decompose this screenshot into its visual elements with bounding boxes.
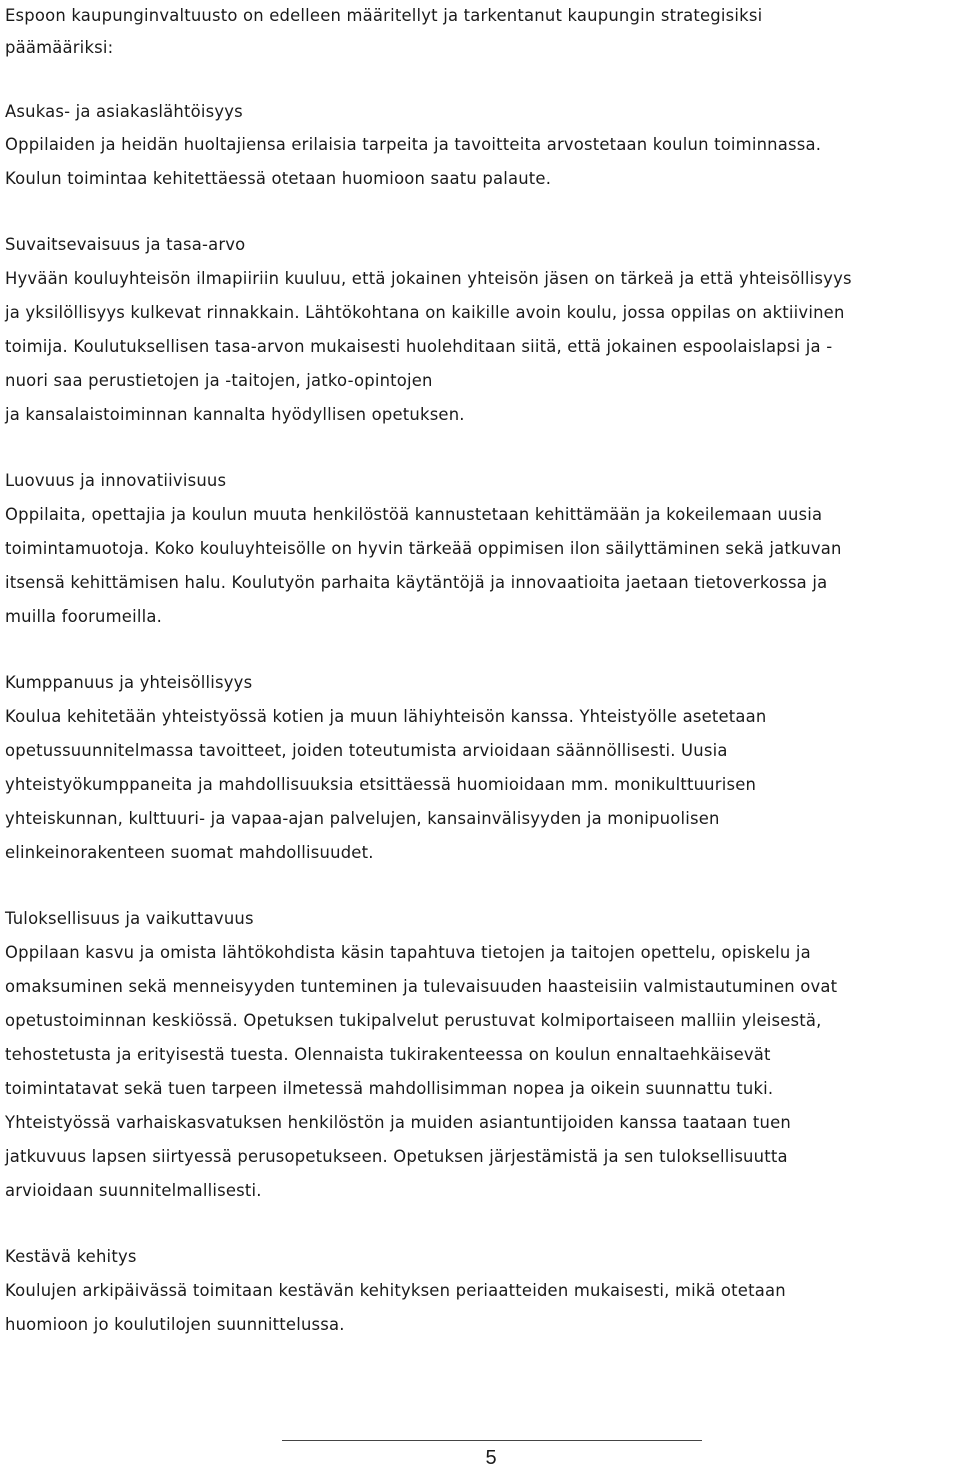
paragraph-line: yhteistyökumppaneita ja mahdollisuuksia etsittäessä huomioidaan mm. monikulttuurisen [5, 775, 757, 794]
paragraph-line: muilla foorumeilla. [5, 607, 162, 626]
paragraph-line: Yhteistyössä varhaiskasvatuksen henkilöstön ja muiden asiantuntijoiden kanssa taataan tuen [5, 1113, 792, 1132]
paragraph-line: toimija. Koulutuksellisen tasa-arvon mukaisesti huolehditaan siitä, että jokainen espoolaislapsi ja - [5, 337, 833, 356]
paragraph-line: Oppilaan kasvu ja omista lähtökohdista käsin tapahtuva tietojen ja taitojen opettelu, opiskelu ja [5, 943, 811, 962]
paragraph-line: toimintamuotoja. Koko kouluyhteisölle on hyvin tärkeää oppimisen ilon säilyttäminen sekä jatkuvan [5, 539, 842, 558]
section-kestava [5, 1240, 957, 1342]
paragraph-line: ja yksilöllisyys kulkevat rinnakkain. Lähtökohtana on kaikille avoin koulu, jossa oppilas on aktiivinen [5, 303, 845, 322]
intro-line: päämääriksi: [5, 38, 114, 57]
section-heading: Suvaitsevaisuus ja tasa-arvo [5, 235, 246, 254]
paragraph-line: Koulua kehitetään yhteistyössä kotien ja muun lähiyhteisön kanssa. Yhteistyölle asetetaan [5, 707, 767, 726]
paragraph-line: toimintatavat sekä tuen tarpeen ilmetessä mahdollisimman nopea ja oikein suunnattu tuki. [5, 1079, 774, 1098]
paragraph-line: Koulujen arkipäivässä toimitaan kestävän kehityksen periaatteiden mukaisesti, mikä otetaan [5, 1281, 786, 1300]
paragraph-line: jatkuvuus lapsen siirtyessä perusopetukseen. Opetuksen järjestämistä ja sen tuloksellisuutta [5, 1147, 788, 1166]
intro [5, 0, 957, 64]
section-heading: Tuloksellisuus ja vaikuttavuus [5, 909, 254, 928]
document-page [5, 0, 957, 1342]
paragraph-line: Oppilaita, opettajia ja koulun muuta henkilöstöä kannustetaan kehittämään ja kokeilemaan uusia [5, 505, 823, 524]
footer-rule [282, 1440, 702, 1441]
paragraph-line: opetussuunnitelmassa tavoitteet, joiden toteutumista arvioidaan säännöllisesti. Uusia [5, 741, 728, 760]
intro-line: Espoon kaupunginvaltuusto on edelleen määritellyt ja tarkentanut kaupungin strategisiksi [5, 6, 763, 25]
paragraph-line: yhteiskunnan, kulttuuri- ja vapaa-ajan palvelujen, kansainvälisyyden ja monipuolisen [5, 809, 720, 828]
paragraph-line: itsensä kehittämisen halu. Koulutyön parhaita käytäntöjä ja innovaatioita jaetaan tietoverkossa ja [5, 573, 828, 592]
section-heading: Luovuus ja innovatiivisuus [5, 471, 227, 490]
paragraph-line: Hyvään kouluyhteisön ilmapiiriin kuuluu, että jokainen yhteisön jäsen on tärkeä ja että yhteisöllisyys [5, 269, 852, 288]
section-heading: Kestävä kehitys [5, 1247, 137, 1266]
paragraph-line: arvioidaan suunnitelmallisesti. [5, 1181, 262, 1200]
page-number: 5 [485, 1447, 497, 1469]
section-suvaitsevaisuus [5, 228, 957, 432]
paragraph-line: Oppilaiden ja heidän huoltajiensa erilaisia tarpeita ja tavoitteita arvostetaan koulun toiminnassa. [5, 135, 822, 154]
paragraph-line: Koulun toimintaa kehitettäessä otetaan huomioon saatu palaute. [5, 169, 552, 188]
paragraph-line: ja kansalaistoiminnan kannalta hyödyllisen opetuksen. [5, 405, 465, 424]
section-kumppanuus [5, 666, 957, 870]
section-heading: Asukas- ja asiakaslähtöisyys [5, 102, 243, 121]
paragraph-line: nuori saa perustietojen ja -taitojen, jatko-opintojen [5, 371, 433, 390]
section-heading: Kumppanuus ja yhteisöllisyys [5, 673, 253, 692]
paragraph-line: elinkeinorakenteen suomat mahdollisuudet. [5, 843, 374, 862]
paragraph-line: tehostetusta ja erityisestä tuesta. Olennaista tukirakenteessa on koulun ennaltaehkäisevät [5, 1045, 771, 1064]
paragraph-line: huomioon jo koulutilojen suunnittelussa. [5, 1315, 345, 1334]
paragraph-line: omaksuminen sekä menneisyyden tunteminen ja tulevaisuuden haasteisiin valmistautuminen ovat [5, 977, 838, 996]
section-asukas [5, 96, 957, 196]
section-tuloksellisuus [5, 902, 957, 1208]
section-luovuus [5, 464, 957, 634]
paragraph-line: opetustoiminnan keskiössä. Opetuksen tukipalvelut perustuvat kolmiportaiseen malliin yleisestä, [5, 1011, 822, 1030]
